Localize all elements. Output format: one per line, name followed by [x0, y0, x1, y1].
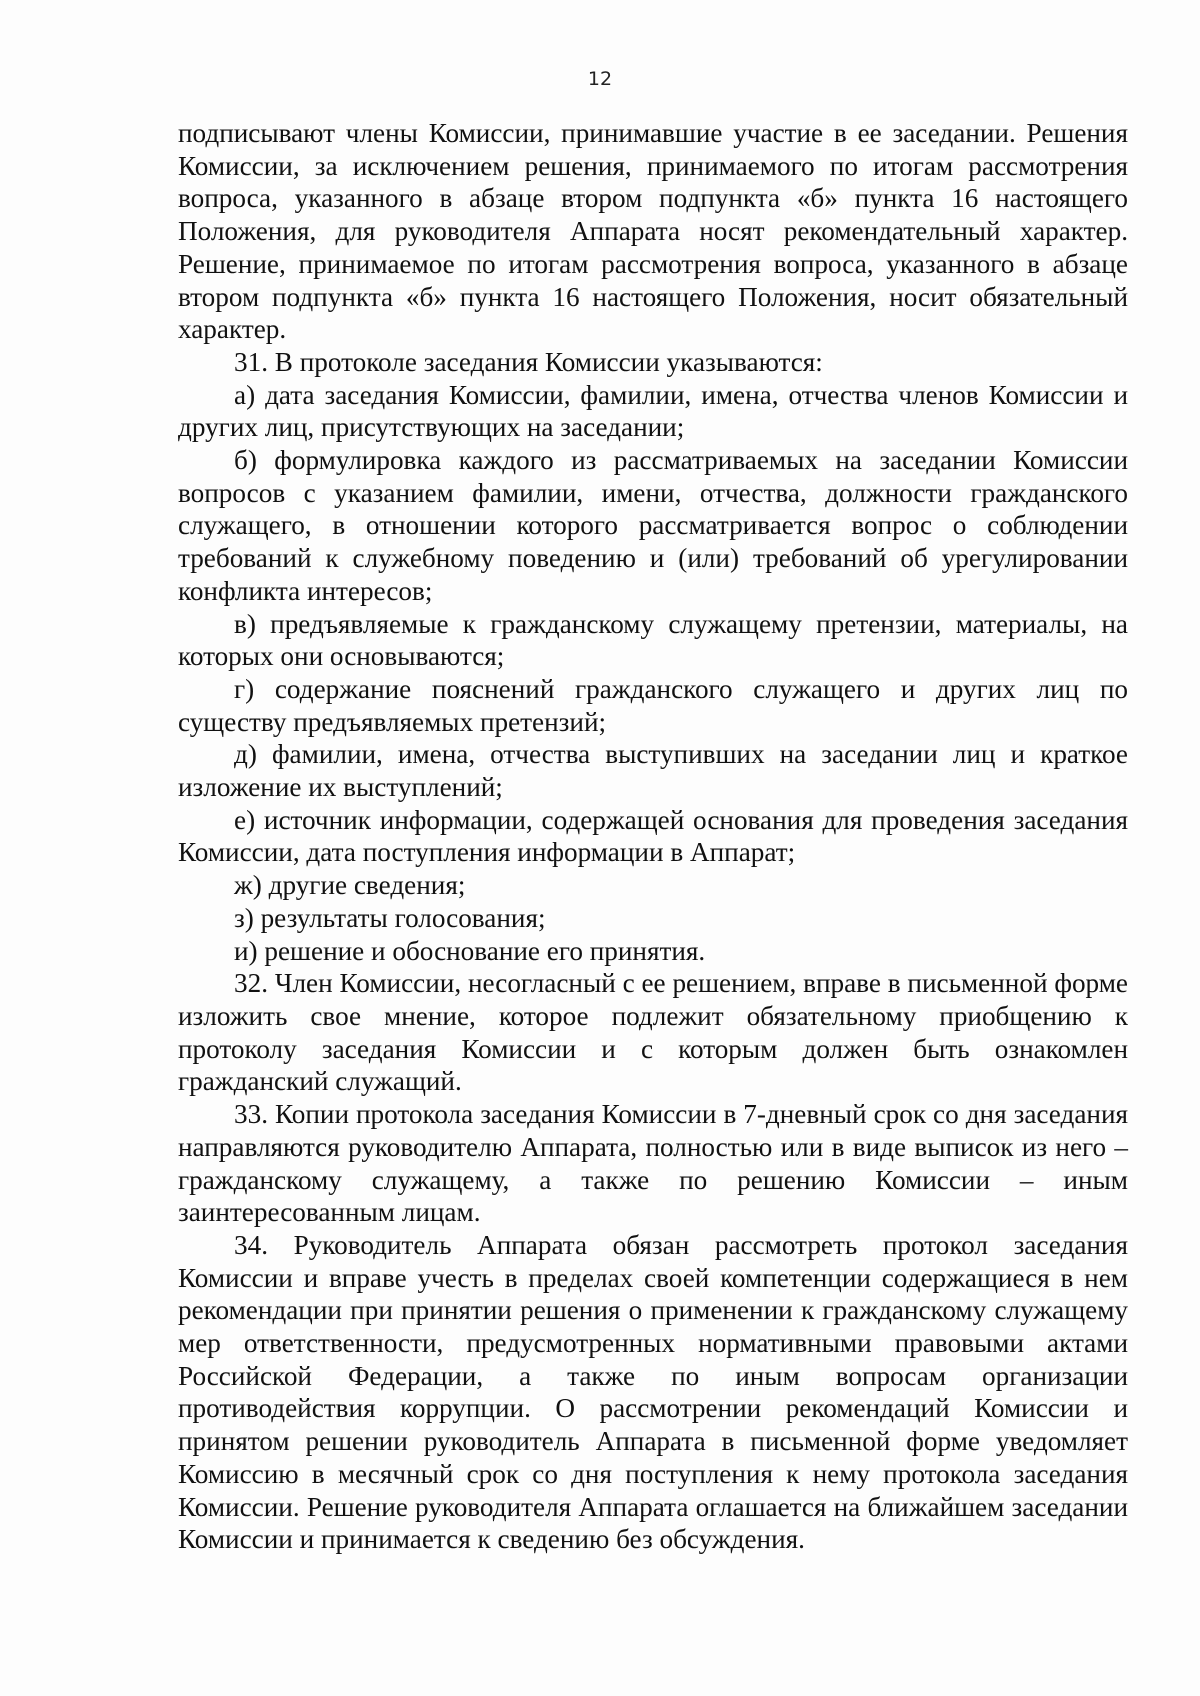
paragraph-subitem-zh: ж) другие сведения;	[234, 870, 466, 901]
page-number: 12	[587, 68, 613, 90]
paragraph-subitem-b: б) формулировка каждого из рассматриваемых на заседании Комиссии вопросов с указанием фамилии, имени, отчества, должности гражданского служащего, в отношении которого рассматривается вопрос о соблюдении требований к служебному поведению и (или) требований об урегулировании конфликта интересов;	[178, 445, 1128, 606]
paragraph-subitem-a: а) дата заседания Комиссии, фамилии, имена, отчества членов Комиссии и других лиц, присутствующих на заседании;	[178, 379, 1128, 443]
paragraph-subitem-v: в) предъявляемые к гражданскому служащему претензии, материалы, на которых они основываются;	[178, 608, 1128, 672]
paragraph-item-31: 31. В протоколе заседания Комиссии указываются:	[234, 346, 823, 377]
paragraph-subitem-e: е) источник информации, содержащей основания для проведения заседания Комиссии, дата поступления информации в Аппарат;	[178, 804, 1128, 868]
paragraph-item-34: 34. Руководитель Аппарата обязан рассмотреть протокол заседания Комиссии и вправе учесть в пределах своей компетенции содержащиеся в нем рекомендации при принятии решения о применении к гражданскому служащему мер ответственности, предусмотренных нормативными правовыми актами Российской Федерации, а также по иным вопросам организации противодействия коррупции. О рассмотрении рекомендаций Комиссии и принятом решении руководитель Аппарата в письменной форме уведомляет Комиссию в месячный срок со дня поступления к нему протокола заседания Комиссии. Решение руководителя Аппарата оглашается на ближайшем заседании Комиссии и принимается к сведению без обсуждения.	[178, 1229, 1128, 1555]
paragraph-item-32: 32. Член Комиссии, несогласный с ее решением, вправе в письменной форме изложить свое мнение, которое подлежит обязательному приобщению к протоколу заседания Комиссии и с которым должен быть ознакомлен гражданский служащий.	[178, 968, 1128, 1097]
paragraph-item-33: 33. Копии протокола заседания Комиссии в 7-дневный срок со дня заседания направляются руководителю Аппарата, полностью или в виде выписок из него – гражданскому служащему, а также по решению Комиссии – иным заинтересованным лицам.	[178, 1099, 1128, 1228]
paragraph-subitem-z: з) результаты голосования;	[234, 902, 546, 933]
paragraph-subitem-g: г) содержание пояснений гражданского служащего и других лиц по существу предъявляемых претензий;	[178, 673, 1128, 737]
paragraph-subitem-d: д) фамилии, имена, отчества выступивших на заседании лиц и краткое изложение их выступлений;	[178, 739, 1128, 803]
document-body	[178, 117, 1128, 1556]
paragraph-subitem-i: и) решение и обоснование его принятия.	[234, 935, 706, 966]
paragraph-continuation: подписывают члены Комиссии, принимавшие участие в ее заседании. Решения Комиссии, за исключением решения, принимаемого по итогам рассмотрения вопроса, указанного в абзаце втором подпункта «б» пункта 16 настоящего Положения, для руководителя Аппарата носят рекомендательный характер. Решение, принимаемое по итогам рассмотрения вопроса, указанного в абзаце втором подпункта «б» пункта 16 настоящего Положения, носит обязательный характер.	[178, 118, 1128, 345]
